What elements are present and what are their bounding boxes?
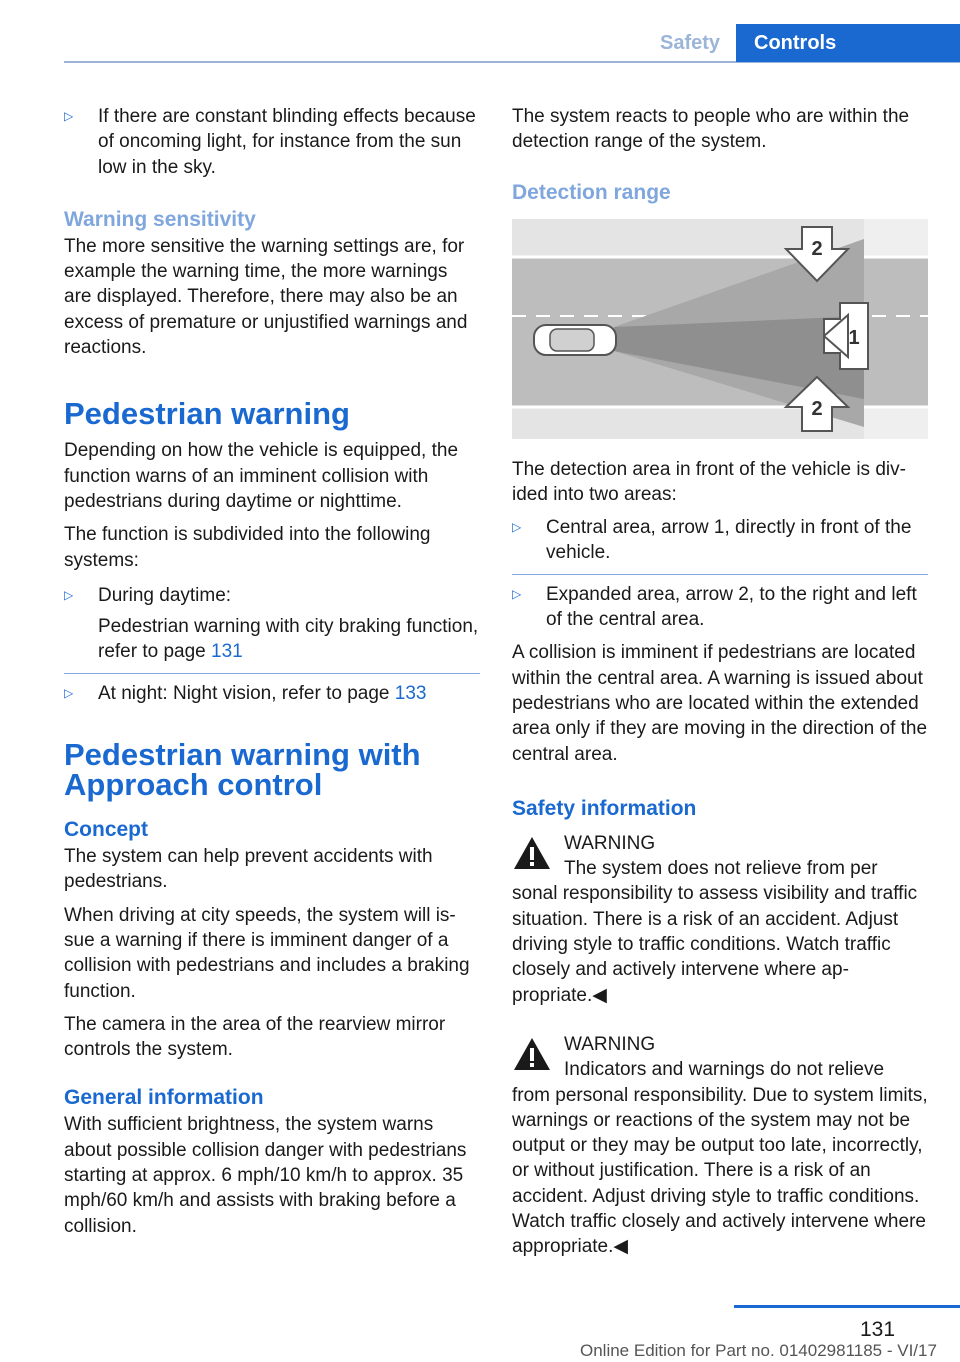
concept-text-3: The camera in the area of the rearview mirror controls the system. [64, 1013, 446, 1061]
page-link-131[interactable]: 131 [211, 641, 243, 663]
intro-text: The system reacts to people who are within the detection range of the system. [512, 106, 910, 153]
bullet-daytime-text: Pedestrian warning with city braking function, refer to page [98, 616, 479, 663]
warning-block-2 [512, 1032, 928, 1260]
warning-1-title: WARNING [564, 832, 656, 854]
detection-text: The detection area in front of the vehicle is divided into two areas: [512, 458, 906, 505]
warning-2-title: WARNING [564, 1033, 656, 1055]
right-column [512, 104, 928, 1268]
left-column [64, 104, 480, 1247]
warning-1-first-line: The system does not relieve from per [564, 858, 878, 880]
car-icon [534, 325, 616, 355]
list-item [64, 681, 480, 706]
detection-range-diagram [512, 219, 928, 439]
bullet-night-text: At night: Night vision, refer to page [98, 682, 395, 704]
bullet-daytime-label: During daytime: [98, 584, 232, 606]
divider [512, 574, 928, 575]
page-link-133[interactable]: 133 [394, 682, 427, 704]
triangle-bullet-icon: ▷ [512, 520, 522, 535]
general-information-text: With sufficient brightness, the system warns about possible collision danger with pedestrians starting at approx. 6 mph/10 km/h to approx. 35 mph/60 km/h and assists with braking before a collision. [64, 1114, 467, 1237]
collision-text: A collision is imminent if pedestrians are located within the central area. A warning is issued about pedestrians who are located within the extended area only if they are moving in the direction of the central area. [512, 642, 928, 765]
detection-range-figure [512, 219, 928, 439]
bullet-central: Central area, arrow 1, directly in front of the vehicle. [546, 517, 912, 564]
tab-controls[interactable]: Controls [736, 24, 960, 62]
list-item [512, 515, 928, 566]
triangle-bullet-icon: ▷ [64, 685, 74, 700]
warning-sensitivity-heading: Warning sensitivity [64, 207, 256, 231]
pedestrian-warning-text-2: The function is subdivided into the following systems: [64, 524, 431, 571]
svg-text:2: 2 [811, 237, 823, 260]
footer-rule [734, 1305, 960, 1308]
page-number: 131 [860, 1318, 896, 1341]
tab-safety[interactable]: Safety [659, 32, 721, 54]
bullet-blinding: If there are constant blinding effects because of oncoming light, for instance from the sun low in the sky. [98, 106, 476, 178]
list-item [64, 583, 480, 665]
svg-text:1: 1 [848, 326, 860, 349]
svg-text:2: 2 [811, 397, 823, 420]
detection-range-heading: Detection range [512, 180, 671, 204]
triangle-bullet-icon: ▷ [64, 109, 74, 123]
triangle-bullet-icon: ▷ [64, 587, 74, 602]
concept-text-1: The system can help prevent accidents with pedestrians. [64, 846, 433, 893]
concept-text-2: When driving at city speeds, the system will issue a warning if there is imminent danger of a collision with pedestrians and includes a braking function. [64, 904, 470, 1002]
concept-heading: Concept [64, 818, 148, 842]
triangle-bullet-icon: ▷ [512, 586, 522, 601]
warning-2-first-line: Indicators and warnings do not relieve [564, 1059, 885, 1081]
list-item [64, 104, 480, 180]
general-information-heading: General information [64, 1086, 264, 1110]
approach-control-heading: Pedestrian warning with Approach control [64, 737, 421, 803]
safety-information-heading: Safety information [512, 796, 697, 820]
warning-2-text: from personal responsibility. Due to system limits, warnings or reactions of the system may not be output or they may be output too late, incorrectly, or without justification. There is a risk of an accident. Adjust driving style to traffic conditions. Watch traffic closely and actively intervene where appropriate.◀ [512, 1084, 928, 1258]
list-item [512, 582, 928, 633]
warning-sensitivity-text: The more sensitive the warning settings are, for example the warning time, the more warnings are displayed. Therefore, there may also be an excess of premature or unjustified warnings and reactions. [64, 235, 468, 359]
pedestrian-warning-text-1: Depending on how the vehicle is equipped, the function warns of an imminent collision with pedestrians during daytime or nighttime. [64, 440, 459, 512]
pedestrian-warning-heading: Pedestrian warning [64, 396, 350, 432]
warning-triangle-icon [512, 835, 552, 871]
warning-block-1 [512, 831, 928, 1008]
warning-triangle-icon [512, 1036, 552, 1072]
warning-1-text: sonal responsibility to assess visibility and traffic situation. There is a risk of an accident. Adjust driving style to traffic conditions. Watch traffic closely and actively intervene where appropriate.◀ [512, 883, 918, 1006]
bullet-expanded: Expanded area, arrow 2, to the right and left of the central area. [546, 583, 917, 631]
divider [64, 673, 480, 674]
edition-note: Online Edition for Part no. 01402981185 - VI/17 [580, 1341, 937, 1360]
